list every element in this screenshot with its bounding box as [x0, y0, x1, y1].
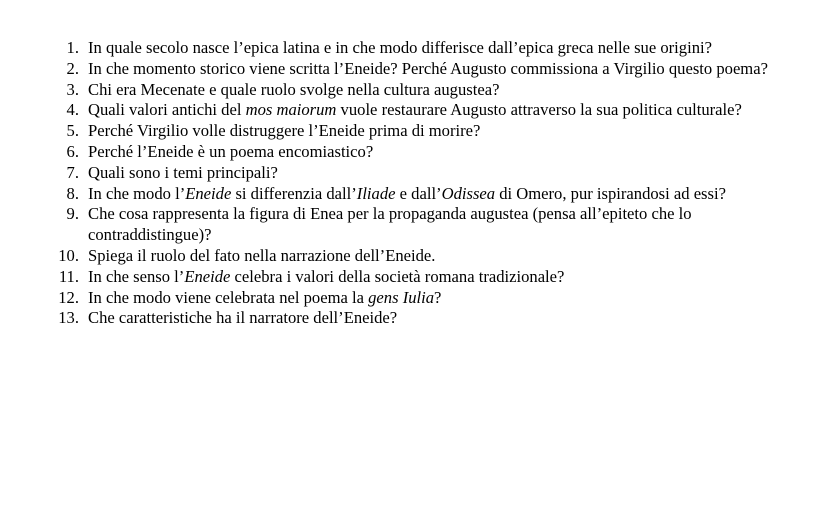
question-text: Chi era Mecenate e quale ruolo svolge nella cultura augustea?: [88, 79, 500, 99]
question-text: Quali valori antichi del: [88, 100, 246, 120]
question-item: [0, 100, 819, 121]
question-number: 1.: [66, 38, 79, 57]
document-page: [0, 38, 819, 329]
question-text: di Omero, pur ispirandosi ad essi?: [495, 183, 726, 203]
question-number: 12.: [58, 287, 79, 307]
question-text-italic: Eneide: [184, 266, 231, 286]
question-number: 6.: [66, 141, 79, 161]
question-text: Perché l’Eneide è un poema encomiastico?: [88, 141, 374, 161]
question-item: [0, 59, 819, 80]
question-text-italic: Eneide: [185, 183, 232, 203]
question-item: [0, 121, 819, 142]
question-number: 8.: [66, 183, 79, 203]
question-item: [0, 267, 819, 288]
question-text: Spiega il ruolo del fato nella narrazione dell’Eneide.: [88, 245, 436, 265]
question-number: 9.: [66, 204, 79, 224]
question-item: [0, 204, 819, 246]
question-text: In quale secolo nasce l’epica latina e in che modo differisce dall’epica greca nelle sue origini?: [88, 38, 712, 57]
question-text: si differenzia dall’: [231, 183, 357, 203]
question-item: [0, 184, 819, 205]
question-text: ?: [434, 287, 442, 307]
question-number: 10.: [58, 245, 79, 265]
question-number: 3.: [66, 79, 79, 99]
question-text-italic: mos maiorum: [245, 100, 337, 120]
question-text-italic: Iliade: [356, 183, 396, 203]
question-item: [0, 288, 819, 309]
question-text: In che senso l’: [88, 266, 185, 286]
question-number: 5.: [66, 121, 79, 141]
question-item: [0, 38, 819, 59]
question-text-italic: Odissea: [441, 183, 496, 203]
question-item: [0, 163, 819, 184]
question-text: Perché Virgilio volle distruggere l’Eneide prima di morire?: [88, 121, 481, 141]
question-text: Che cosa rappresenta la figura di Enea per la propaganda augustea (pensa all’epiteto che lo contraddistingue)?: [88, 204, 692, 245]
question-text: vuole restaurare Augusto attraverso la sua politica culturale?: [336, 100, 742, 120]
question-number: 4.: [66, 100, 79, 120]
question-text: In che modo viene celebrata nel poema la: [88, 287, 369, 307]
question-number: 2.: [66, 58, 79, 78]
question-text: celebra i valori della società romana tradizionale?: [230, 266, 565, 286]
question-item: [0, 142, 819, 163]
question-list: [0, 38, 819, 329]
question-number: 7.: [66, 162, 79, 182]
question-text: In che momento storico viene scritta l’Eneide? Perché Augusto commissiona a Virgilio questo poema?: [88, 58, 768, 78]
question-text: Che caratteristiche ha il narratore dell’Eneide?: [88, 308, 398, 328]
question-text-italic: gens Iulia: [368, 287, 435, 307]
question-number: 11.: [58, 266, 79, 286]
question-item: [0, 80, 819, 101]
question-text: In che modo l’: [88, 183, 186, 203]
question-text: Quali sono i temi principali?: [88, 162, 278, 182]
question-item: [0, 246, 819, 267]
question-text: e dall’: [395, 183, 442, 203]
question-number: 13.: [58, 308, 79, 328]
question-item: [0, 308, 819, 329]
